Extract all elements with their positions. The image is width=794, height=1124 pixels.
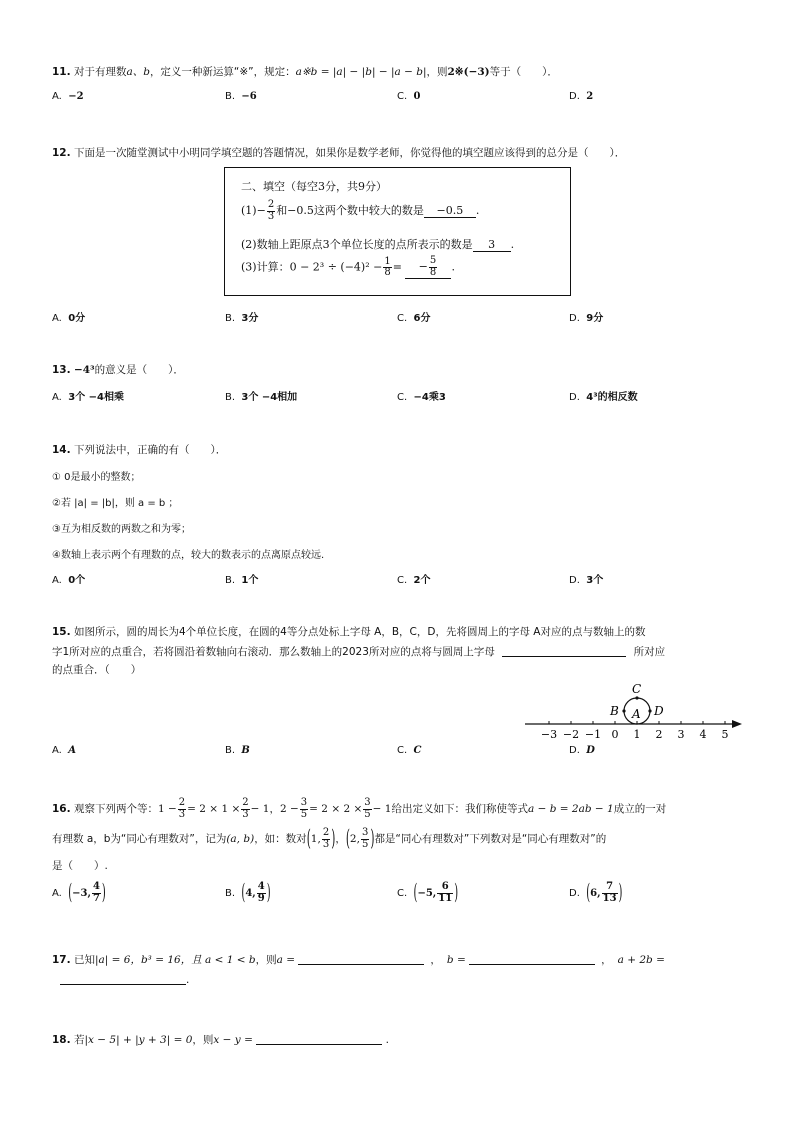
q12-answer-box [224,167,571,296]
q12-box-heading: 二、填空（每空3分，共9分） [241,180,387,193]
q13-option-b[interactable]: B. 3个 −4相加 [225,392,298,403]
q14-option-a[interactable]: A. 0个 [52,575,86,586]
q16-stem-line3: 是（ ）. [52,860,108,872]
q14-item-4: ④数轴上表示两个有理数的点，较大的数表示的点离原点较远. [52,550,325,561]
q14-option-b[interactable]: B. 1个 [225,575,259,586]
q17-stem-line2: . [60,974,189,986]
axis-tick-label: 3 [677,728,685,741]
q16-stem-line1: 16. 观察下列两个等：1 − $\frac{2}{3}$ = 2 × 1 × $\frac{2}{3}$ − 1，2 − $\frac{3}{5}$ = 2 × 2 × $\frac{3}{5}$ − 1给出定义如下：我们称使等式a − b = 2ab − 1成立的一对 [52,797,667,820]
axis-tick-label: −2 [562,728,580,741]
q15-number: 15. [52,626,71,638]
q14-item-2: ②若 |a| = |b|，则 a = b ； [52,498,179,509]
q14-item-1: ① 0是最小的整数； [52,472,141,483]
q11-option-d[interactable]: D. 2 [569,91,594,102]
point-d [648,709,651,712]
q17-number: 17. [52,954,71,966]
q14-stem: 14. 下列说法中，正确的有（ ）． [52,444,227,456]
q16-option-a[interactable]: A. (−3, $\frac{4}{7}$ ) [52,881,106,905]
point-b [622,709,625,712]
q12-option-d[interactable]: D. 9分 [569,313,604,324]
axis-tick-label: 5 [721,728,729,741]
q15-number-line-figure [520,678,750,742]
q17-stem: 17. 已知|a| = 6，b³ = 16，且 a < 1 < b，则a = ， b = ， a + 2b = [52,954,665,966]
q13-option-a[interactable]: A. 3个 −4相乘 [52,392,124,403]
q12-answer3: − $\frac{5}{8}$ [405,256,451,279]
q12-number: 12. [52,147,71,159]
q14-option-d[interactable]: D. 3个 [569,575,604,586]
axis-tick-label: 0 [611,728,619,741]
q16-option-b[interactable]: B. (4, $\frac{4}{9}$ ) [225,881,271,905]
q13-stem: 13. −4³的意义是（ ）． [52,364,184,376]
q16-number: 16. [52,803,71,815]
q15-answer-blank[interactable] [502,646,626,657]
label-a: A [632,707,641,721]
q14-option-c[interactable]: C. 2个 [397,575,431,586]
label-d: D [654,704,664,718]
q11-number: 11. [52,66,71,78]
q15-stem-line2: 字1所对应的点重合，若将圆沿着数轴向右滚动．那么数轴上的2023所对应的点将与圆周上字母 所对应 [52,646,666,658]
q15-option-d[interactable]: D. D [569,745,595,756]
q18-stem: 18. 若|x − 5| + |y + 3| = 0，则x − y = . [52,1034,389,1046]
q12-option-a[interactable]: A. 0分 [52,313,86,324]
q17-blank-a-plus-2b[interactable] [60,974,186,985]
q16-stem-line2: 有理数 a，b为“同心有理数对”，记为(a, b)，如：数对(1, $\frac{2}{3}$ )，(2, $\frac{3}{5}$ )都是“同心有理数对”下列数对是“同心有理数对”的 [52,826,607,852]
q12-box-line1: (1)− $\frac{2}{3}$ 和−0.5这两个数中较大的数是 −0.5 . [241,199,480,222]
axis-tick-label: 1 [633,728,641,741]
point-c [635,696,638,699]
q14-item-3: ③互为相反数的两数之和为零； [52,524,191,535]
q11-formula: a※b = |a| − |b| − |a − b| [295,66,427,78]
label-c: C [632,682,642,696]
axis-tick-label: −1 [584,728,602,741]
axis-arrow-icon [732,720,742,728]
q12-box-line3: (3)计算：0 − 2³ ÷ (−4)² − $\frac{1}{8}$ = − $\frac{5}{8}$ . [241,255,455,278]
q15-stem-line1: 15. 如图所示，圆的周长为4个单位长度，在圆的4等分点处标上字母 A，B，C，D，先将圆周上的字母 A对应的点与数轴上的数 [52,626,646,638]
axis-tick-label: 4 [699,728,707,741]
q14-number: 14. [52,444,71,456]
q18-answer-blank[interactable] [256,1034,382,1045]
q13-number: 13. [52,364,71,376]
q12-answer2: 3 [473,238,511,252]
q11-option-b[interactable]: B. −6 [225,91,257,102]
q12-answer1: −0.5 [424,204,476,218]
q12-box-line2: (2)数轴上距原点3个单位长度的点所表示的数是 3 . [241,238,515,251]
q13-option-d[interactable]: D. 4³的相反数 [569,392,638,403]
q11-option-c[interactable]: C. 0 [397,91,421,102]
q15-option-c[interactable]: C. C [397,745,422,756]
q16-option-c[interactable]: C. (−5, $\frac{6}{11}$ ) [397,881,459,905]
q11-option-a[interactable]: A. −2 [52,91,84,102]
q15-stem-line3: 的点重合．（ ） [52,664,142,676]
q17-blank-b[interactable] [469,954,595,965]
q18-number: 18. [52,1034,71,1046]
q17-blank-a[interactable] [298,954,424,965]
axis-tick-label: 2 [655,728,663,741]
q11-stem: 11. 对于有理数a、b，定义一种新运算“※”，规定：a※b = |a| − |b| − |a − b|，则2※(−3)等于（ ）． [52,66,558,78]
axis-tick-label: −3 [540,728,558,741]
q12-stem: 12. 下面是一次随堂测试中小明同学填空题的答题情况，如果你是数学老师，你觉得他的填空题应该得到的总分是（ ）． [52,147,626,159]
q16-option-d[interactable]: D. (6, $\frac{7}{13}$ ) [569,881,623,905]
label-b: B [610,704,619,718]
q12-option-b[interactable]: B. 3分 [225,313,259,324]
q15-option-b[interactable]: B. B [225,745,250,756]
q12-option-c[interactable]: C. 6分 [397,313,431,324]
q13-option-c[interactable]: C. −4乘3 [397,392,446,403]
q15-option-a[interactable]: A. A [52,745,76,756]
